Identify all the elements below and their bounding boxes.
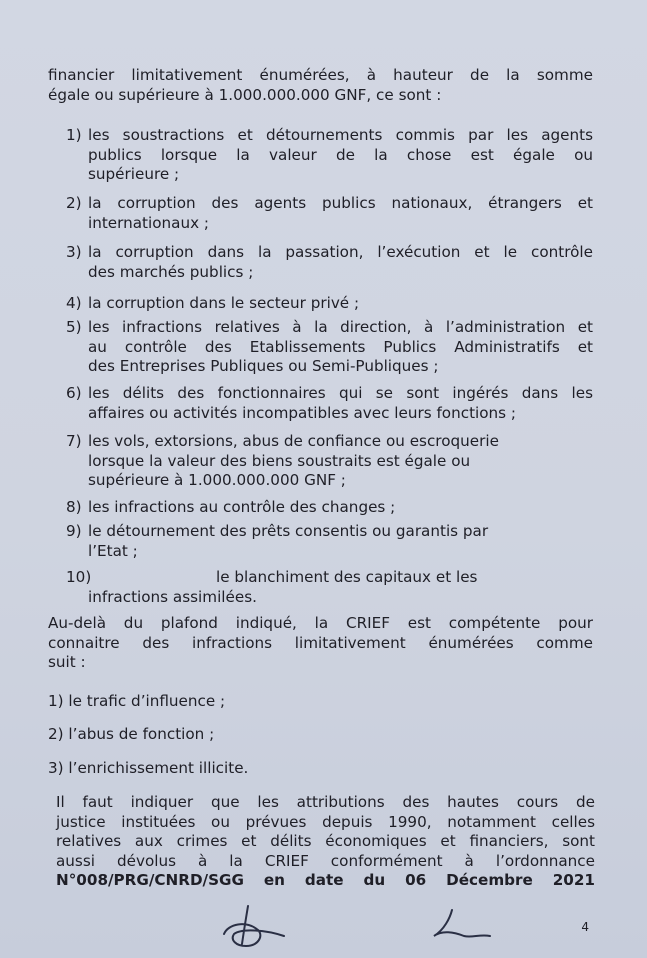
list-number: 9) bbox=[66, 522, 82, 540]
list-line: l’Etat ; bbox=[88, 541, 138, 560]
list-line: 1) le trafic d’influence ; bbox=[48, 692, 226, 710]
list-line: lorsque la valeur des biens soustraits est égale ou bbox=[88, 451, 471, 470]
list-number: 2) bbox=[66, 194, 82, 212]
initials-signature-left bbox=[218, 900, 288, 952]
list-number: 3) bbox=[66, 243, 82, 261]
competence-paragraph bbox=[48, 614, 593, 673]
list-number: 10) bbox=[66, 568, 92, 586]
list-line: affaires ou activités incompatibles avec leurs fonctions ; bbox=[88, 403, 517, 422]
list-line: supérieure à 1.000.000.000 GNF ; bbox=[88, 471, 346, 489]
list-number: 1) bbox=[66, 126, 82, 144]
list-number: 5) bbox=[66, 318, 82, 336]
list-line: le détournement des prêts consentis ou garantis par bbox=[88, 522, 489, 540]
list-line: 2) l’abus de fonction ; bbox=[48, 725, 215, 743]
paragraph-line: relatives aux crimes et délits économiques et financiers, sont bbox=[56, 832, 595, 850]
list-line: 3) l’enrichissement illicite. bbox=[48, 759, 249, 777]
paragraph-line: connaitre des infractions limitativement énumérées comme bbox=[48, 633, 593, 652]
list-line: infractions assimilées. bbox=[88, 587, 257, 606]
list-line: les vols, extorsions, abus de confiance ou escroquerie bbox=[88, 432, 499, 450]
list-line: la corruption dans le secteur privé ; bbox=[88, 294, 360, 312]
paragraph-line: N°008/PRG/CNRD/SGG en date du 06 Décembre 2021 bbox=[56, 871, 595, 889]
initials-signature-right bbox=[424, 906, 494, 946]
list-line: la corruption des agents publics nationaux, étrangers et bbox=[88, 194, 593, 212]
intro-line: financier limitativement énumérées, à hauteur de la somme bbox=[48, 66, 593, 84]
paragraph-line: suit : bbox=[48, 653, 86, 671]
list-line: des Entreprises Publiques ou Semi-Publiques ; bbox=[88, 357, 439, 375]
list-number: 4) bbox=[66, 294, 82, 312]
list-line: le blanchiment des capitaux et les bbox=[216, 568, 478, 586]
list-line: au contrôle des Etablissements Publics Administratifs et bbox=[88, 337, 593, 356]
list-line: la corruption dans la passation, l’exécution et le contrôle bbox=[88, 243, 593, 261]
list-line: publics lorsque la valeur de la chose est égale ou bbox=[88, 145, 593, 164]
list-item bbox=[48, 725, 593, 745]
list-line: les infractions au contrôle des changes ; bbox=[88, 498, 396, 516]
intro-line: égale ou supérieure à 1.000.000.000 GNF, ce sont : bbox=[48, 85, 442, 104]
page-number: 4 bbox=[581, 920, 589, 934]
list-item bbox=[48, 692, 593, 712]
paragraph-line: Il faut indiquer que les attributions des hautes cours de bbox=[56, 793, 595, 811]
paragraph-line: justice instituées ou prévues depuis 1990, notamment celles bbox=[56, 812, 595, 831]
list-line: supérieure ; bbox=[88, 165, 180, 183]
list-line: des marchés publics ; bbox=[88, 262, 254, 281]
list-number: 8) bbox=[66, 498, 82, 516]
list-line: les infractions relatives à la direction, à l’administration et bbox=[88, 318, 593, 336]
list-line: les délits des fonctionnaires qui se sont ingérés dans les bbox=[88, 384, 593, 402]
intro-paragraph bbox=[48, 66, 593, 105]
list-item bbox=[66, 126, 593, 188]
list-number: 7) bbox=[66, 432, 82, 450]
list-item bbox=[48, 759, 593, 779]
list-line: internationaux ; bbox=[88, 213, 210, 232]
paragraph-line: Au-delà du plafond indiqué, la CRIEF est compétente pour bbox=[48, 614, 593, 632]
list-number: 6) bbox=[66, 384, 82, 402]
attributions-paragraph bbox=[56, 793, 595, 891]
list-line: les soustractions et détournements commis par les agents bbox=[88, 126, 593, 144]
paragraph-line: aussi dévolus à la CRIEF conformément à l’ordonnance bbox=[56, 851, 595, 870]
